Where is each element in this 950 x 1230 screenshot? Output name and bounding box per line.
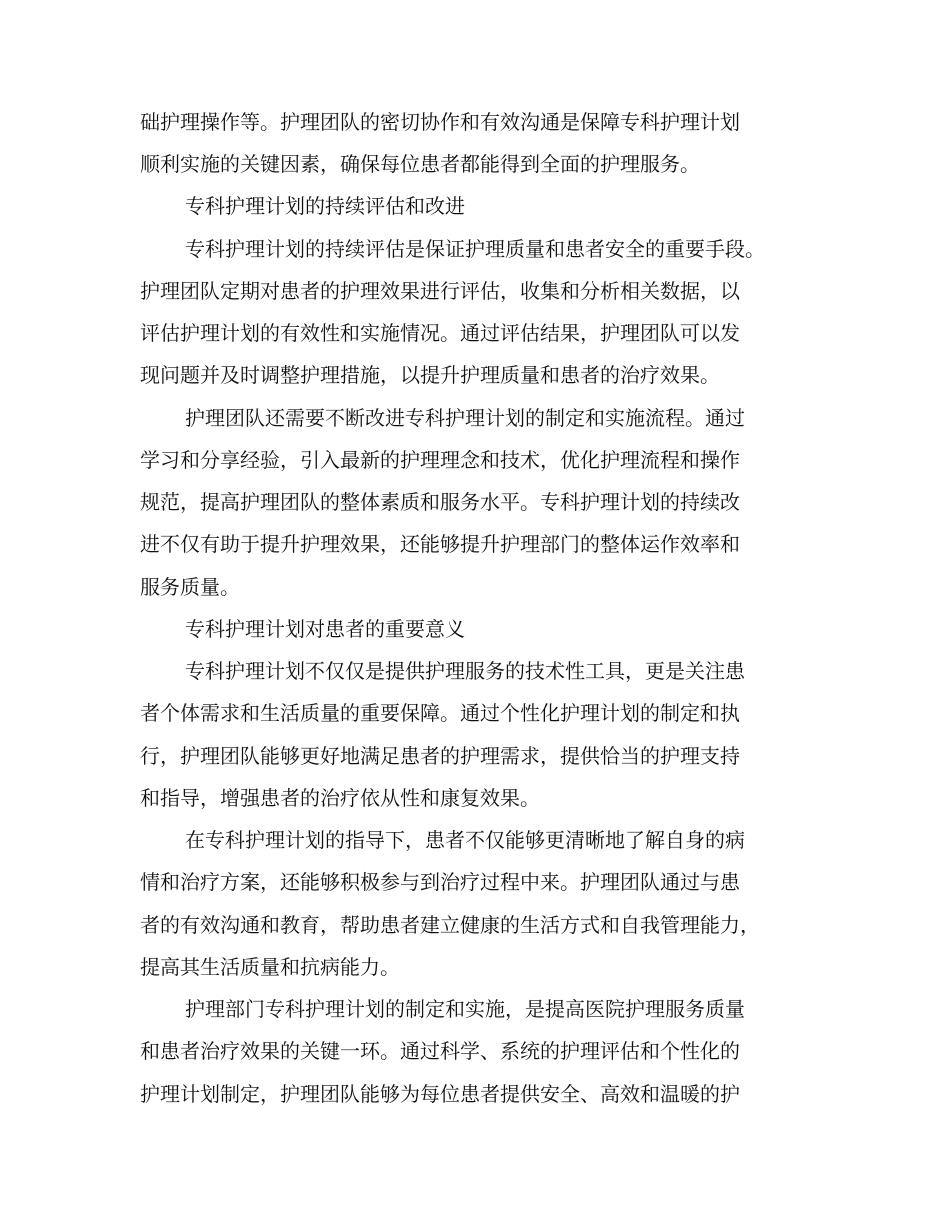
body-text-line: 情和治疗方案，还能够积极参与到治疗过程中来。护理团队通过与患	[140, 870, 740, 894]
body-text-line: 提高其生活质量和抗病能力。	[140, 955, 400, 979]
body-text-line: 学习和分享经验，引入最新的护理理念和技术，优化护理流程和操作	[140, 448, 740, 472]
body-text-line: 专科护理计划的持续评估是保证护理质量和患者安全的重要手段。	[185, 237, 765, 261]
body-text-line: 规范，提高护理团队的整体素质和服务水平。专科护理计划的持续改	[140, 490, 740, 514]
body-text-line: 和患者治疗效果的关键一环。通过科学、系统的护理评估和个性化的	[140, 1039, 740, 1063]
body-text-line: 和指导，增强患者的治疗依从性和康复效果。	[140, 786, 540, 810]
body-text-line: 服务质量。	[140, 575, 240, 599]
body-text-line: 护理部门专科护理计划的制定和实施，是提高医院护理服务质量	[185, 997, 745, 1021]
body-text-line: 础护理操作等。护理团队的密切协作和有效沟通是保障专科护理计划	[140, 110, 740, 134]
body-text-line: 进不仅有助于提升护理效果，还能够提升护理部门的整体运作效率和	[140, 532, 740, 556]
body-text-line: 专科护理计划不仅仅是提供护理服务的技术性工具，更是关注患	[185, 659, 745, 683]
body-text-line: 者的有效沟通和教育，帮助患者建立健康的生活方式和自我管理能力，	[140, 913, 760, 937]
body-text-line: 顺利实施的关键因素，确保每位患者都能得到全面的护理服务。	[140, 152, 700, 176]
body-text-line: 护理计划制定，护理团队能够为每位患者提供安全、高效和温暖的护	[140, 1082, 740, 1106]
body-text-line: 在专科护理计划的指导下，患者不仅能够更清晰地了解自身的病	[185, 828, 745, 852]
body-text-line: 护理团队定期对患者的护理效果进行评估，收集和分析相关数据，以	[140, 279, 740, 303]
section-heading: 专科护理计划对患者的重要意义	[185, 617, 465, 641]
body-text-line: 行，护理团队能够更好地满足患者的护理需求，提供恰当的护理支持	[140, 744, 740, 768]
body-text-line: 者个体需求和生活质量的重要保障。通过个性化护理计划的制定和执	[140, 701, 740, 725]
body-text-line: 护理团队还需要不断改进专科护理计划的制定和实施流程。通过	[185, 406, 745, 430]
section-heading: 专科护理计划的持续评估和改进	[185, 194, 465, 218]
body-text-line: 评估护理计划的有效性和实施情况。通过评估结果，护理团队可以发	[140, 321, 740, 345]
body-text-line: 现问题并及时调整护理措施，以提升护理质量和患者的治疗效果。	[140, 363, 720, 387]
